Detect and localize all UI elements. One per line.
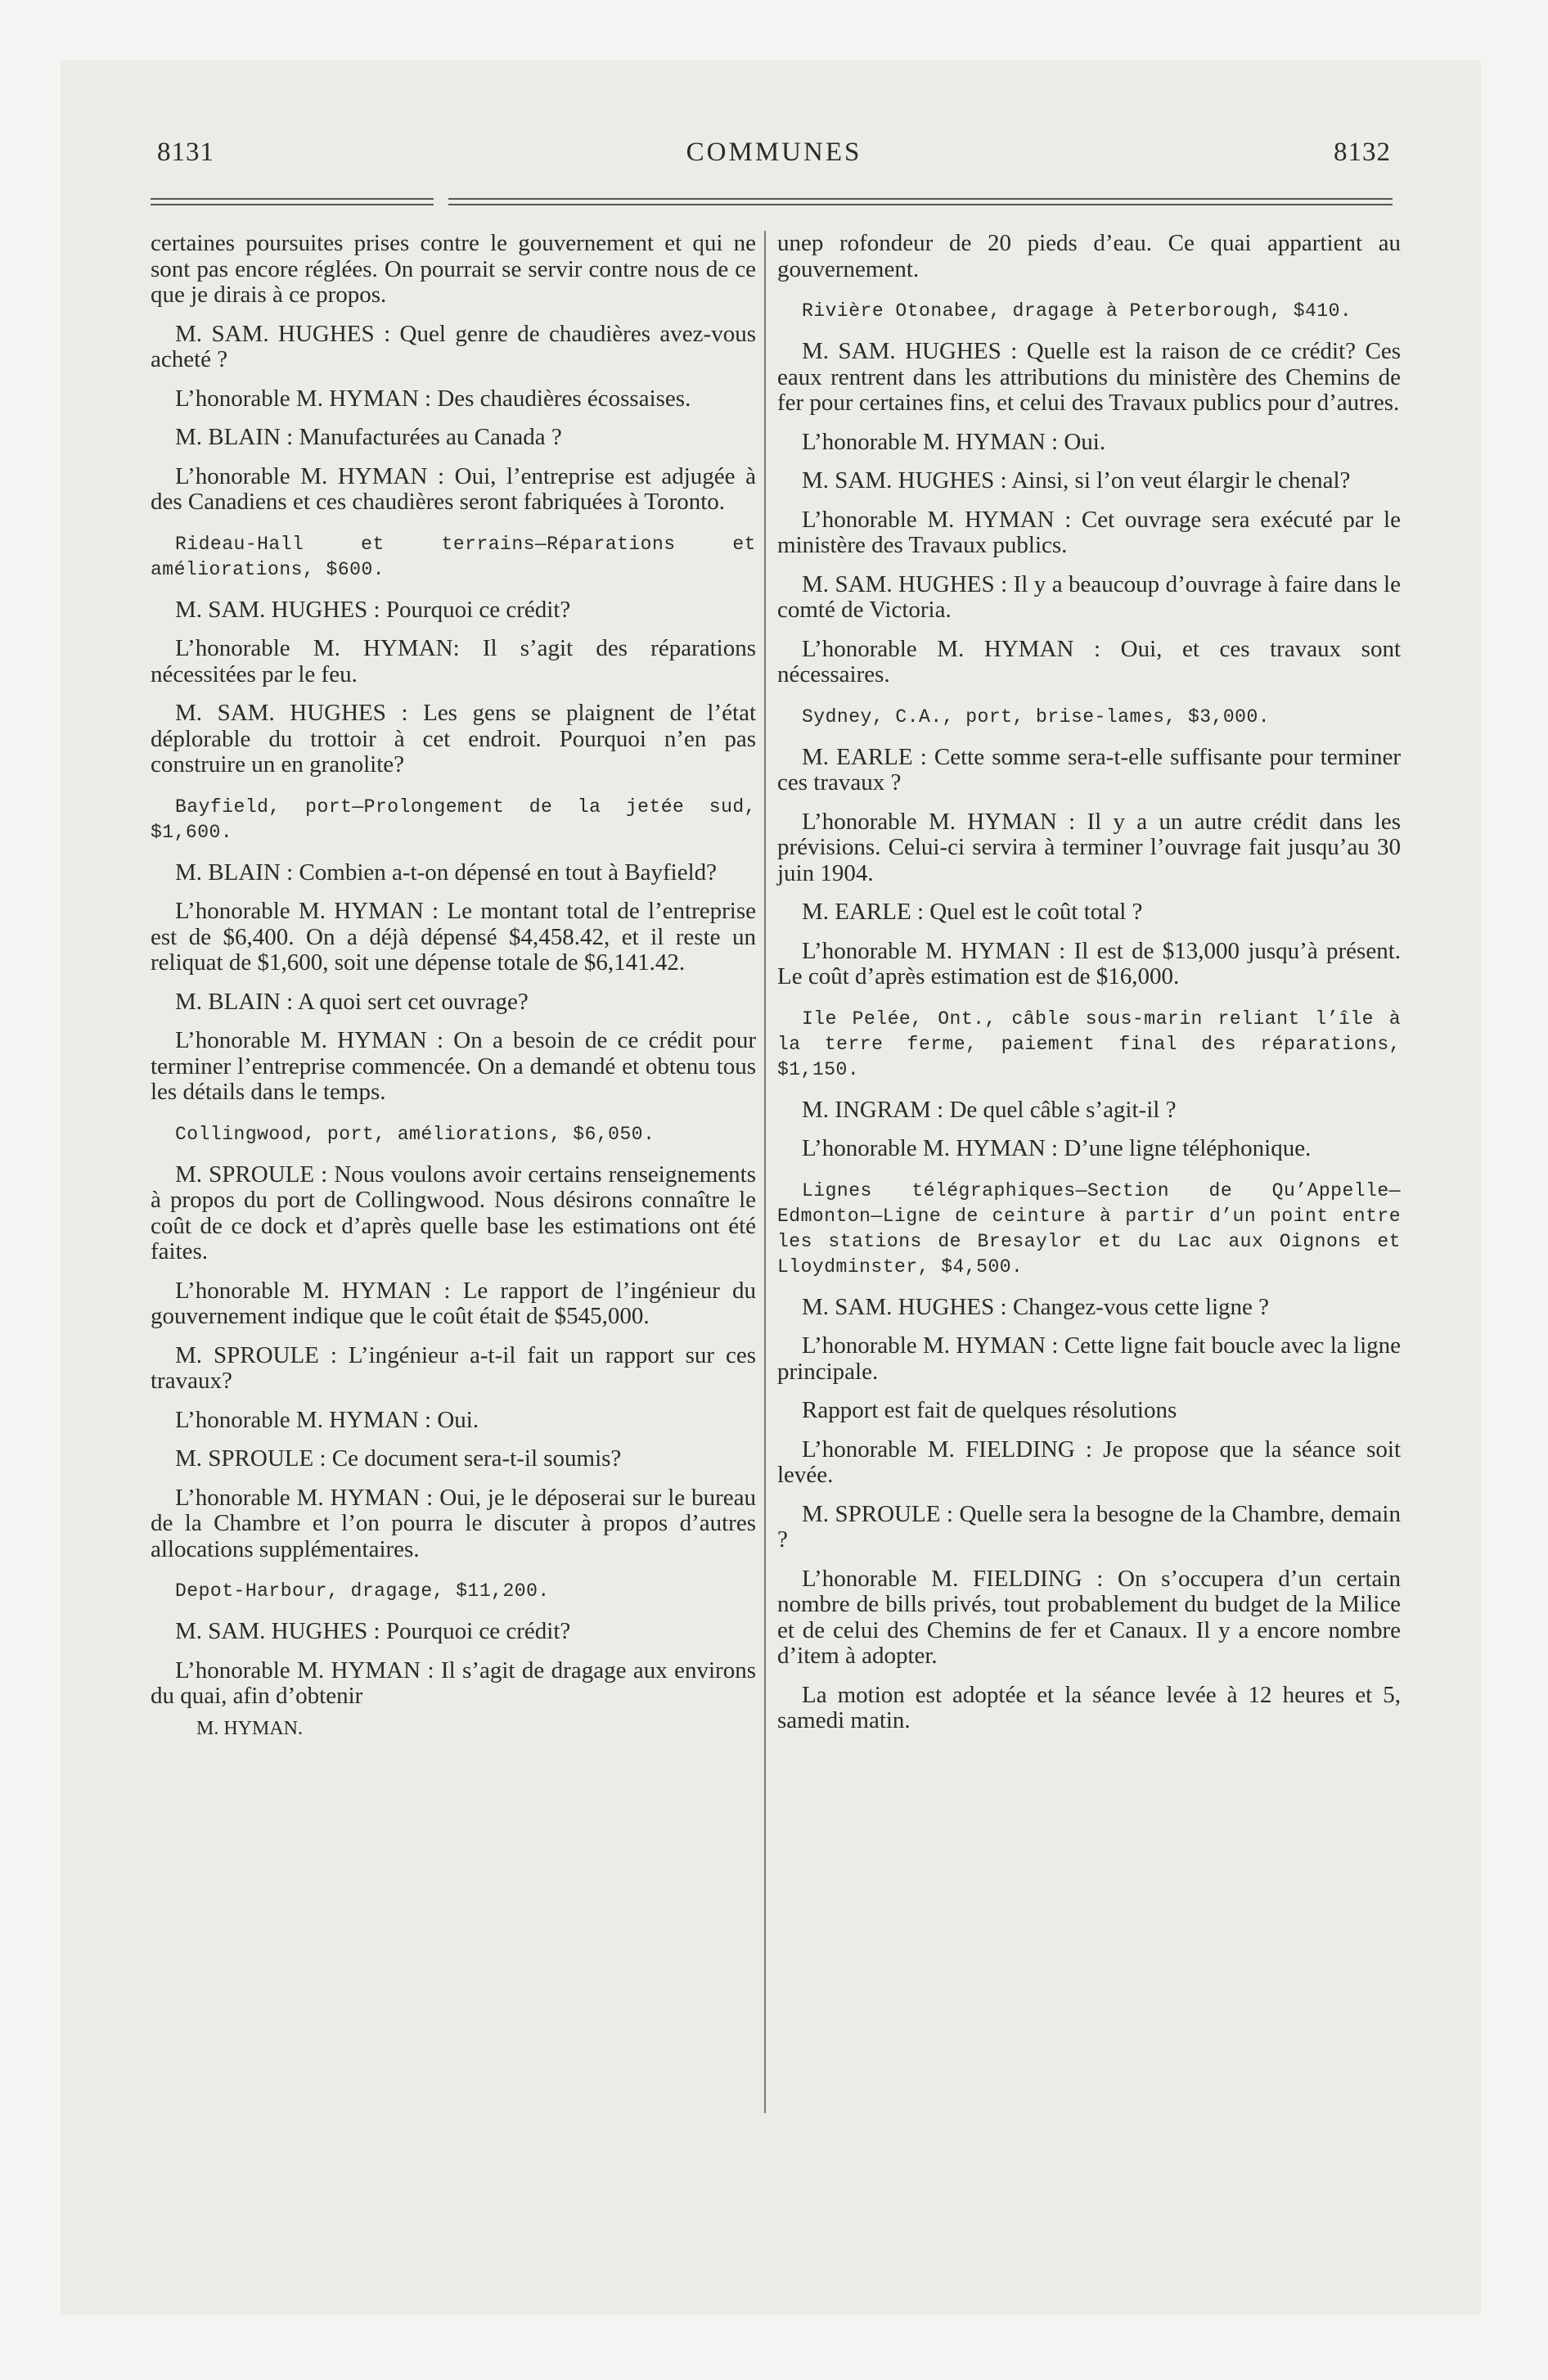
page-number-right: 8132 bbox=[1334, 137, 1391, 167]
speech-paragraph: M. SAM. HUGHES : Pourquoi ce crédit? bbox=[175, 596, 571, 623]
speech-paragraph: L’honorable M. HYMAN : Oui, et ces travaux sont nécessaires. bbox=[777, 635, 1401, 687]
page-number-left: 8131 bbox=[157, 137, 214, 167]
speech-paragraph: L’honorable M. HYMAN: Il s’agit des réparations nécessitées par le feu. bbox=[151, 635, 756, 687]
speech-paragraph: M. SAM. HUGHES : Pourquoi ce crédit? bbox=[175, 1618, 571, 1644]
speech-paragraph: M. BLAIN : A quoi sert cet ouvrage? bbox=[175, 988, 529, 1015]
speech-paragraph: La motion est adoptée et la séance levée à 12 heures et 5, samedi matin. bbox=[777, 1681, 1401, 1733]
vote-item: Collingwood, port, améliorations, $6,050. bbox=[175, 1123, 655, 1145]
speech-paragraph: M. SPROULE : Quelle sera la besogne de la Chambre, demain ? bbox=[777, 1500, 1401, 1553]
speech-paragraph: L’honorable M. FIELDING : Je propose que la séance soit levée. bbox=[777, 1436, 1401, 1488]
speech-paragraph: L’honorable M. HYMAN : Cette ligne fait boucle avec la ligne principale. bbox=[777, 1332, 1401, 1385]
vote-item: Depot-Harbour, dragage, $11,200. bbox=[175, 1580, 550, 1602]
continued-paragraph: unep rofondeur de 20 pieds d’eau. Ce quai appartient au gouvernement. bbox=[777, 230, 1401, 282]
speech-paragraph: M. SAM. HUGHES : Les gens se plaignent de l’état déplorable du trottoir à cet endroit. Pourquoi n’en pas construire un en granolite? bbox=[151, 700, 756, 778]
vote-item: Ile Pelée, Ont., câble sous-marin reliant l’île à la terre ferme, paiement final des réparations, $1,150. bbox=[777, 1007, 1401, 1080]
speech-paragraph: L’honorable M. FIELDING : On s’occupera d’un certain nombre de bills privés, tout probablement du budget de la Milice et de celui des Chemins de fer et Canaux. Il y a encore nombre d’item à adopter. bbox=[777, 1565, 1401, 1669]
left-column bbox=[151, 231, 756, 1755]
speech-paragraph: M. SAM. HUGHES : Ainsi, si l’on veut élargir le chenal? bbox=[802, 467, 1351, 494]
speech-paragraph: M. SAM. HUGHES : Quel genre de chaudières avez-vous acheté ? bbox=[151, 320, 756, 372]
speech-paragraph: L’honorable M. HYMAN : Oui, je le déposerai sur le bureau de la Chambre et l’on pourra le discuter à propos d’autres allocations supplémentaires. bbox=[151, 1484, 756, 1562]
vote-item: Bayfield, port—Prolongement de la jetée sud, $1,600. bbox=[151, 796, 756, 843]
speech-paragraph: M. SPROULE : L’ingénieur a-t-il fait un rapport sur ces travaux? bbox=[151, 1341, 756, 1394]
speech-paragraph: M. BLAIN : Manufacturées au Canada ? bbox=[175, 424, 562, 450]
header-rule-left bbox=[151, 198, 434, 205]
footer-catchword: M. HYMAN. bbox=[196, 1717, 304, 1739]
vote-item: Rivière Otonabee, dragage à Peterborough, $410. bbox=[802, 300, 1352, 322]
speech-paragraph: M. SPROULE : Ce document sera-t-il soumis? bbox=[175, 1445, 622, 1472]
speech-paragraph: L’honorable M. HYMAN : Oui, l’entreprise est adjugée à des Canadiens et ces chaudières seront fabriquées à Toronto. bbox=[151, 462, 756, 515]
speech-paragraph: M. SAM. HUGHES : Il y a beaucoup d’ouvrage à faire dans le comté de Victoria. bbox=[777, 570, 1401, 623]
running-title: COMMUNES bbox=[686, 137, 862, 167]
vote-item: Lignes télégraphiques—Section de Qu’Appelle—Edmonton—Ligne de ceinture à partir d’un point entre les stations de Bresaylor et du Lac aux Oignons et Lloydminster, $4,500. bbox=[777, 1179, 1401, 1278]
speech-paragraph: M. INGRAM : De quel câble s’agit-il ? bbox=[802, 1096, 1177, 1123]
speech-paragraph: L’honorable M. HYMAN : Le montant total de l’entreprise est de $6,400. On a déjà dépensé $4,458.42, et il reste un reliquat de $1,600, soit une dépense totale de $6,141.42. bbox=[151, 898, 756, 976]
speech-paragraph: M. SPROULE : Nous voulons avoir certains renseignements à propos du port de Collingwood. Nous désirons connaître le coût de ce dock et d’après quelle base les estimations ont été faites. bbox=[151, 1161, 756, 1264]
speech-paragraph: M. EARLE : Cette somme sera-t-elle suffisante pour terminer ces travaux ? bbox=[777, 743, 1401, 796]
column-divider bbox=[764, 231, 766, 2113]
page-header bbox=[157, 137, 1391, 178]
header-rule-right bbox=[448, 198, 1393, 205]
continued-paragraph: certaines poursuites prises contre le gouvernement et qui ne sont pas encore réglées. On pourrait se servir contre nous de ce que je dirais à ce propos. bbox=[151, 230, 756, 308]
vote-item: Sydney, C.A., port, brise-lames, $3,000. bbox=[802, 705, 1271, 728]
speech-paragraph: L’honorable M. HYMAN : On a besoin de ce crédit pour terminer l’entreprise commencée. On a demandé et obtenu tous les détails dans le temps. bbox=[151, 1027, 756, 1105]
speech-paragraph: L’honorable M. HYMAN : Cet ouvrage sera exécuté par le ministère des Travaux publics. bbox=[777, 506, 1401, 558]
speech-paragraph: L’honorable M. HYMAN : Des chaudières écossaises. bbox=[175, 385, 691, 412]
speech-paragraph: M. SAM. HUGHES : Changez-vous cette ligne ? bbox=[802, 1293, 1270, 1320]
speech-paragraph: L’honorable M. HYMAN : Le rapport de l’ingénieur du gouvernement indique que le coût était de $545,000. bbox=[151, 1277, 756, 1329]
right-column bbox=[777, 231, 1401, 1747]
speech-paragraph: L’honorable M. HYMAN : Il s’agit de dragage aux environs du quai, afin d’obtenir bbox=[151, 1657, 756, 1709]
speech-paragraph: L’honorable M. HYMAN : Oui. bbox=[802, 428, 1106, 455]
speech-paragraph: M. BLAIN : Combien a-t-on dépensé en tout à Bayfield? bbox=[175, 859, 718, 886]
speech-paragraph: Rapport est fait de quelques résolutions bbox=[802, 1397, 1177, 1423]
vote-item: Rideau-Hall et terrains—Réparations et améliorations, $600. bbox=[151, 533, 756, 580]
speech-paragraph: L’honorable M. HYMAN : D’une ligne téléphonique. bbox=[802, 1135, 1312, 1161]
speech-paragraph: L’honorable M. HYMAN : Il y a un autre crédit dans les prévisions. Celui-ci servira à terminer l’ouvrage fait jusqu’au 30 juin 1904. bbox=[777, 808, 1401, 886]
speech-paragraph: L’honorable M. HYMAN : Il est de $13,000 jusqu’à présent. Le coût d’après estimation est de $16,000. bbox=[777, 937, 1401, 989]
speech-paragraph: M. SAM. HUGHES : Quelle est la raison de ce crédit? Ces eaux rentrent dans les attributions du ministère des Chemins de fer pour certaines fins, et celui des Travaux publics pour d’autres. bbox=[777, 338, 1401, 416]
speech-paragraph: M. EARLE : Quel est le coût total ? bbox=[802, 899, 1143, 925]
speech-paragraph: L’honorable M. HYMAN : Oui. bbox=[175, 1406, 479, 1433]
